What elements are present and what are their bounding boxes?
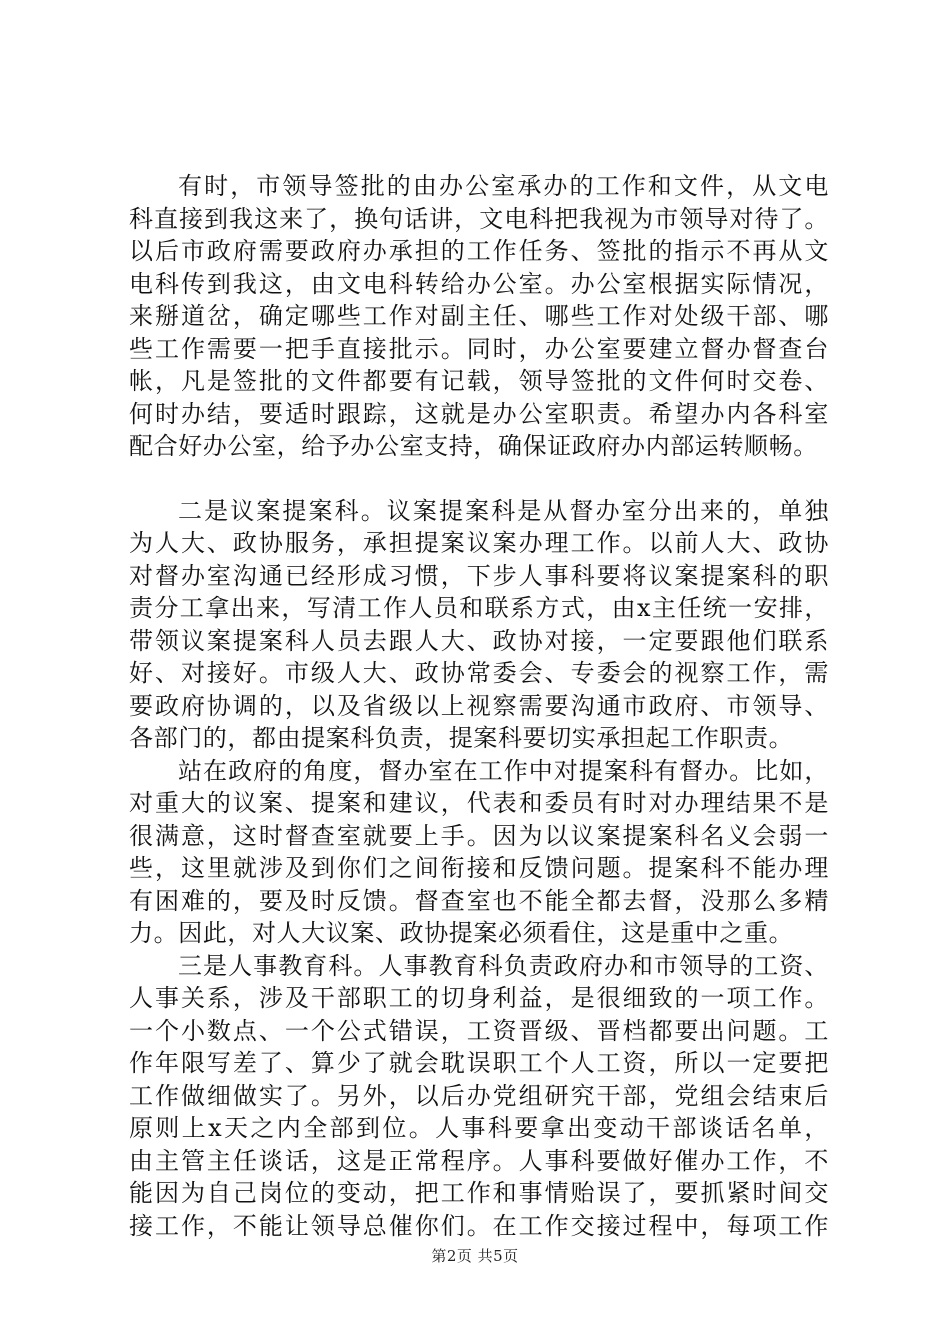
text-line: 些工作需要一把手直接批示。同时，办公室要建立督办督查台 xyxy=(129,334,829,363)
text-line: 工作做细做实了。另外，以后办党组研究干部，党组会结束后 xyxy=(129,1081,829,1110)
paragraph-office-duties xyxy=(129,170,829,463)
text-line: 些，这里就涉及到你们之间衔接和反馈问题。提案科不能办理 xyxy=(129,854,829,882)
text-line: 有时，市领导签批的由办公室承办的工作和文件，从文电 xyxy=(178,172,829,200)
text-line: 对重大的议案、提案和建议，代表和委员有时对办理结果不是 xyxy=(129,789,829,817)
text-line: 责分工拿出来，写清工作人员和联系方式，由x主任统一安排， xyxy=(129,594,829,622)
text-line: 为人大、政协服务，承担提案议案办理工作。以前人大、政协 xyxy=(129,529,829,557)
text-line: 站在政府的角度，督办室在工作中对提案科有督办。比如， xyxy=(178,756,829,785)
paragraph-personnel-section xyxy=(129,950,829,1243)
text-line: 三是人事教育科。人事教育科负责政府办和市领导的工资、 xyxy=(178,951,829,980)
paragraph-supervision xyxy=(129,755,829,950)
text-line: 配合好办公室，给予办公室支持，确保证政府办内部运转顺畅。 xyxy=(129,432,818,460)
text-line: 原则上x天之内全部到位。人事科要拿出变动干部谈话名单， xyxy=(129,1114,829,1142)
text-line: 人事关系，涉及干部职工的切身利益，是很细致的一项工作。 xyxy=(129,984,829,1012)
text-line: 二是议案提案科。议案提案科是从督办室分出来的，单独 xyxy=(178,496,829,525)
text-line: 由主管主任谈话，这是正常程序。人事科要做好催办工作，不 xyxy=(129,1146,829,1175)
text-line: 有困难的，要及时反馈。督查室也不能全都去督，没那么多精 xyxy=(129,886,829,915)
text-line: 来掰道岔，确定哪些工作对副主任、哪些工作对处级干部、哪 xyxy=(129,302,829,330)
document-body xyxy=(129,170,829,1242)
text-line: 好、对接好。市级人大、政协常委会、专委会的视察工作，需 xyxy=(129,659,829,687)
paragraph-proposal-section xyxy=(129,495,829,755)
text-line: 接工作，不能让领导总催你们。在工作交接过程中，每项工作 xyxy=(129,1211,829,1240)
text-line: 科直接到我这来了，换句话讲，文电科把我视为市领导对待了。 xyxy=(129,204,829,233)
text-line: 帐，凡是签批的文件都要有记载，领导签批的文件何时交卷、 xyxy=(129,367,829,395)
text-line: 能因为自己岗位的变动，把工作和事情贻误了，要抓紧时间交 xyxy=(129,1179,829,1207)
text-line: 很满意，这时督查室就要上手。因为以议案提案科名义会弱一 xyxy=(129,821,829,850)
page-number-footer: 第2页 共5页 xyxy=(431,1247,519,1265)
text-line: 对督办室沟通已经形成习惯，下步人事科要将议案提案科的职 xyxy=(129,561,829,590)
text-line: 以后市政府需要政府办承担的工作任务、签批的指示不再从文 xyxy=(129,237,829,265)
text-line: 一个小数点、一个公式错误，工资晋级、晋档都要出问题。工 xyxy=(129,1016,829,1045)
text-line: 何时办结，要适时跟踪，这就是办公室职责。希望办内各科室 xyxy=(129,399,829,428)
text-line: 力。因此，对人大议案、政协提案必须看住，这是重中之重。 xyxy=(129,919,794,947)
text-line: 带领议案提案科人员去跟人大、政协对接，一定要跟他们联系 xyxy=(129,626,829,655)
text-line: 作年限写差了、算少了就会耽误职工个人工资，所以一定要把 xyxy=(129,1049,829,1077)
text-line: 各部门的，都由提案科负责，提案科要切实承担起工作职责。 xyxy=(129,724,794,752)
paragraph-spacer xyxy=(129,463,829,495)
text-line: 电科传到我这，由文电科转给办公室。办公室根据实际情况， xyxy=(129,269,829,298)
text-line: 要政府协调的，以及省级以上视察需要沟通市政府、市领导、 xyxy=(129,691,829,720)
